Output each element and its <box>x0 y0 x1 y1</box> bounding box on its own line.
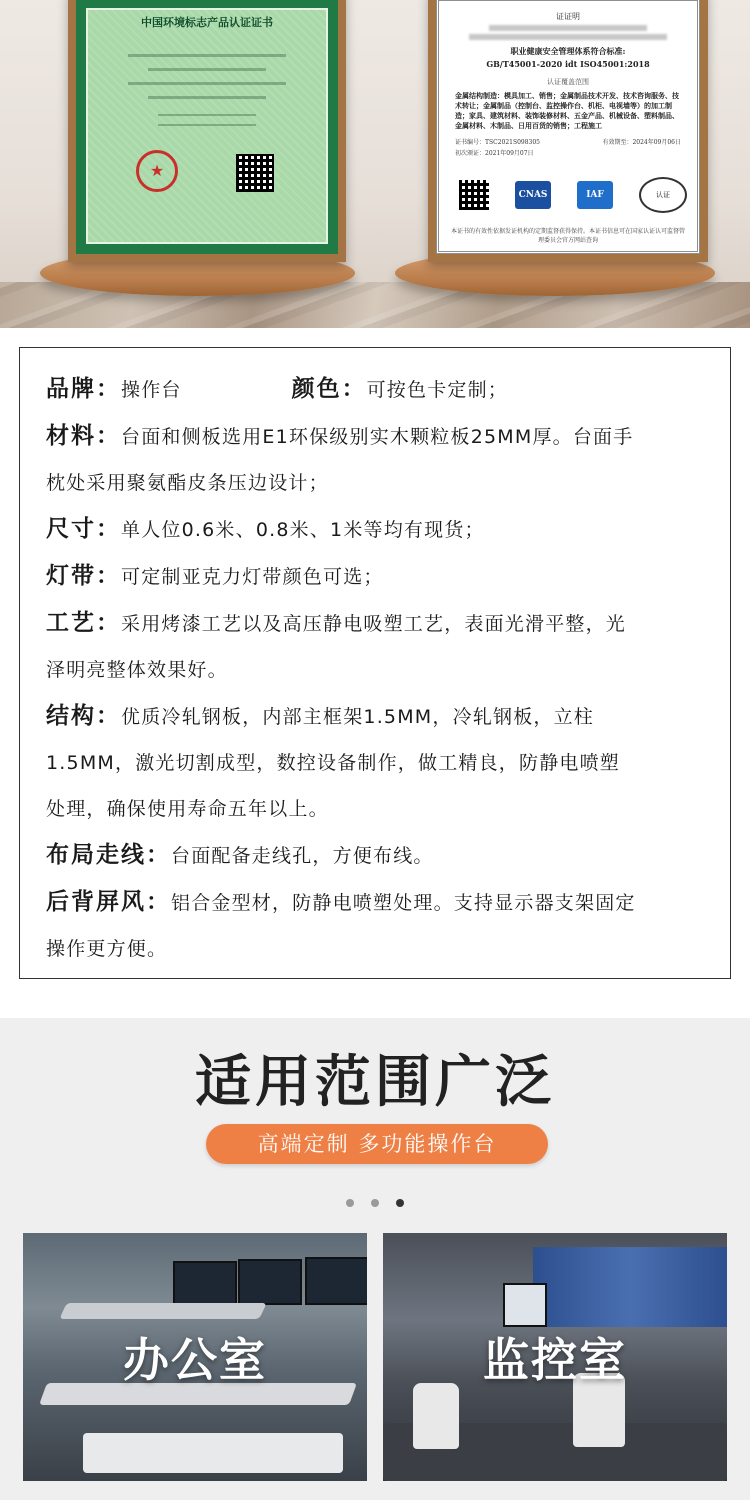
scene-card-monitor-room[interactable] <box>383 1233 727 1481</box>
scope-text: 金属结构制造：模具加工、销售；金属制品技术开发、技术咨询服务、技术转让；金属制品（控制台、监控操作台、机柜、电视墙等）的加工制造；家具、建筑材料、装饰装修材料、五金产品、机械设备、塑料制品、金属材料、木制品、日用百货的销售；工程施工 <box>455 91 679 130</box>
spec-row-material: 材料：台面和侧板选用E1环保级别实木颗粒板25MM厚。台面手 <box>46 423 634 449</box>
cert-number: 证书编号：TSC2021S098305 <box>455 139 540 146</box>
qr-code-icon <box>236 154 274 192</box>
spec-row-structure-cont1: 1.5MM，激光切割成型，数控设备制作，做工精良，防静电喷塑 <box>46 752 621 774</box>
scope-title: 认证覆盖范围 <box>547 78 589 86</box>
spec-row-size: 尺寸：单人位0.6米、0.8米、1米等均有现货； <box>46 516 485 542</box>
issue-date: 初次颁证：2021年09月07日 <box>455 150 534 157</box>
certificate-heading: 证证明 <box>556 12 580 21</box>
spec-row-structure-cont2: 处理，确保使用寿命五年以上。 <box>46 798 329 820</box>
certificate-title: 中国环境标志产品认证证书 <box>141 16 273 29</box>
standard-intro: 职业健康安全管理体系符合标准: <box>510 46 626 56</box>
spec-row-screen: 后背屏风：铝合金型材，防静电喷塑处理。支持显示器支架固定 <box>46 889 636 915</box>
scene-label-office: 办公室 <box>123 1333 267 1387</box>
carousel-indicator <box>0 1199 750 1207</box>
iaf-logo: IAF <box>577 181 613 209</box>
spec-row-craft: 工艺：采用烤漆工艺以及高压静电吸塑工艺，表面光滑平整，光 <box>46 610 627 636</box>
product-spec-box <box>19 347 731 979</box>
certificate-banner <box>0 0 750 328</box>
valid-date: 有效期至：2024年09月06日 <box>602 139 681 146</box>
certificate-frame-ohsms <box>428 0 708 262</box>
certification-seal-logo: 认证 <box>639 177 687 213</box>
environmental-certificate <box>76 0 338 254</box>
application-section <box>0 1018 750 1500</box>
subtitle-pill: 高端定制 多功能操作台 <box>206 1124 548 1164</box>
carousel-dot-2[interactable] <box>371 1199 379 1207</box>
standard-code: GB/T45001-2020 idt ISO45001:2018 <box>486 59 650 69</box>
spec-row-light: 灯带：可定制亚克力灯带颜色可选； <box>46 563 384 589</box>
spec-row-craft-cont: 泽明亮整体效果好。 <box>46 659 228 681</box>
spec-row-screen-cont: 操作更方便。 <box>46 938 168 960</box>
scene-card-office[interactable] <box>23 1233 367 1481</box>
spec-row-structure: 结构：优质冷轧钢板，内部主框架1.5MM，冷轧钢板，立柱 <box>46 703 595 729</box>
certificate-frame-environmental <box>68 0 346 262</box>
spec-row-wiring: 布局走线：台面配备走线孔，方便布线。 <box>46 842 434 868</box>
carousel-dot-3[interactable] <box>396 1199 404 1207</box>
cnas-logo: CNAS <box>515 181 551 209</box>
section-title: 适用范围广泛 <box>195 1050 555 1115</box>
red-seal-icon: ★ <box>136 150 178 192</box>
certificate-footer: 本证书的有效性依据发证机构的定期监督获得保持。本证书信息可在国家认证认可监督管理委员会官方网站查询 <box>450 228 685 244</box>
scene-label-monitor-room: 监控室 <box>483 1333 627 1387</box>
ohsms-certificate <box>436 0 700 254</box>
qr-code-icon <box>459 180 489 210</box>
spec-row-brand: 品牌：操作台 颜色：可按色卡定制； <box>46 376 509 402</box>
spec-row-material-cont: 枕处采用聚氨酯皮条压边设计； <box>46 472 329 494</box>
carousel-dot-1[interactable] <box>346 1199 354 1207</box>
